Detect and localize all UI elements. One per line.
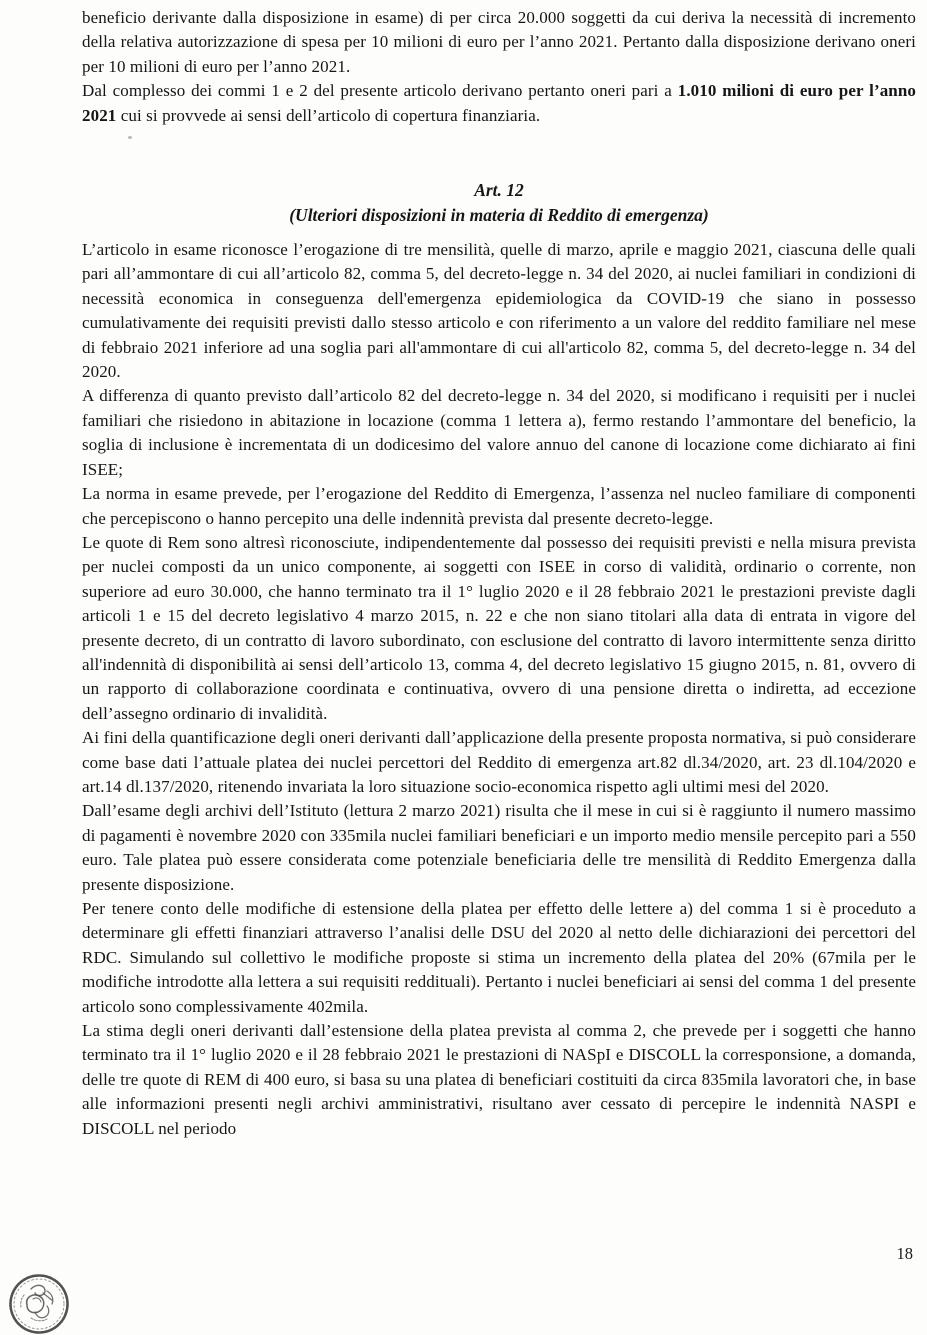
intro-paragraph-totale-post: cui si provvede ai sensi dell’articolo di copertura finanziaria. <box>116 105 541 125</box>
body-paragraph-assenza-indennita: La norma in esame prevede, per l’erogazione del Reddito di Emergenza, l’assenza nel nucleo familiare di componenti che percepiscono o hanno percepito una delle indennità prevista dal presente decreto-legge. <box>82 484 916 528</box>
text-column <box>82 6 916 1141</box>
intro-paragraph-totale-oneri <box>82 79 916 128</box>
scan-artifact-speck <box>128 136 132 139</box>
article-title: (Ulteriori disposizioni in materia di Reddito di emergenza) <box>289 205 709 226</box>
embossed-round-seal-stamp <box>7 1271 71 1335</box>
body-paragraph-quote-rem: Le quote di Rem sono altresì riconosciute, indipendentemente dal possesso dei requisiti previsti e nella misura prevista per nuclei composti da un unico componente, ai soggetti con ISEE in corso di validità, ordinario o corrente, non superiore ad euro 30.000, che hanno terminato tra il 1° luglio 2020 e il 28 febbraio 2021 le prestazioni previste dagli articoli 1 e 15 del decreto legislativo 4 marzo 2015, n. 22 e che non siano titolari alla data di entrata in vigore del presente decreto, di un contratto di lavoro subordinato, con esclusione del contratto di lavoro intermittente senza diritto all'indennità di disponibilità ai sensi dell’articolo 13, comma 4, del decreto legislativo 15 giugno 2015, n. 81, ovvero di un rapporto di collaborazione coordinata e continuativa, ovvero di una pensione diretta o indiretta, ad eccezione dell’assegno ordinario di invalidità. <box>82 532 916 723</box>
body-paragraph-requisiti-locazione: A differenza di quanto previsto dall’articolo 82 del decreto-legge n. 34 del 2020, si modificano i requisiti per i nuclei familiari che risiedono in abitazione in locazione (comma 1 lettera a), fermo restando l’ammontare del beneficio, la soglia di inclusione è incrementata di un dodicesimo del valore annuo del canone di locazione come dichiarato ai fini ISEE; <box>82 386 916 479</box>
article-number: Art. 12 <box>474 180 524 201</box>
body-paragraph-erogazione-mensilita: L’articolo in esame riconosce l’erogazione di tre mensilità, quelle di marzo, aprile e maggio 2021, ciascuna delle quali pari all’ammontare di cui all’articolo 82, comma 5, del decreto-legge n. 34 del 2020, ai nuclei familiari in condizioni di necessità economica in conseguenza dell'emergenza epidemiologica da COVID-19 che siano in possesso cumulativamente dei requisiti previsti dallo stesso articolo e con riferimento a un valore del reddito familiare nel mese di febbraio 2021 inferiore ad una soglia pari all'ammontare di cui all'articolo 82, comma 5, del decreto-legge n. 34 del 2020. <box>82 240 916 382</box>
intro-paragraph-totale-bold-amount: 1.010 milioni di euro per l’anno 2021 <box>82 81 917 125</box>
page-number: 18 <box>896 1244 913 1263</box>
body-paragraph-stima-oneri-comma2: La stima degli oneri derivanti dall’estensione della platea prevista al comma 2, che prevede per i soggetti che hanno terminato tra il 1° luglio 2020 e il 28 febbraio 2021 le prestazioni di NASpI e DISCOLL la corresponsione, a domanda, delle tre quote di REM di 400 euro, si basa su una platea di beneficiari costituiti da circa 835mila lavoratori che, in base alle informazioni presenti negli archivi amministrativi, risultano aver cessato di percepire le indennità NASPI e DISCOLL nel periodo <box>82 1021 916 1138</box>
intro-paragraph-totale-pre: Dal complesso dei commi 1 e 2 del presente articolo derivano pertanto oneri pari a <box>82 81 678 101</box>
body-paragraph-archivi-istituto: Dall’esame degli archivi dell’Istituto (lettura 2 marzo 2021) risulta che il mese in cui si è raggiunto il numero massimo di pagamenti è novembre 2020 con 335mila nuclei familiari beneficiari e un importo medio mensile percepito pari a 550 euro. Tale platea può essere considerata come potenziale beneficiaria delle tre mensilità di Reddito Emergenza dalla presente disposizione. <box>82 801 916 894</box>
intro-paragraph-oneri: beneficio derivante dalla disposizione in esame) di per circa 20.000 soggetti da cui deriva la necessità di incremento della relativa autorizzazione di spesa per 10 milioni di euro per l’anno 2021. Pertanto dalla disposizione derivano oneri per 10 milioni di euro per l’anno 2021. <box>82 8 916 76</box>
body-paragraph-estensione-platea: Per tenere conto delle modifiche di estensione della platea per effetto delle lettere a) del comma 1 si è proceduto a determinare gli effetti finanziari attraverso l’analisi delle DSU del 2020 al netto delle dichiarazioni dei percettori del RDC. Simulando sul collettivo le modifiche proposte si stima un incremento della platea del 20% (67mila per le modifiche introdotte alla lettera a sui requisiti reddituali). Pertanto i nuclei beneficiari ai sensi del comma 1 del presente articolo sono complessivamente 402mila. <box>82 899 916 1016</box>
body-paragraph-quantificazione-oneri: Ai fini della quantificazione degli oneri derivanti dall’applicazione della presente proposta normativa, si può considerare come base dati l’attuale platea dei nuclei percettori del Reddito di emergenza art.82 dl.34/2020, art. 23 dl.104/2020 e art.14 dl.137/2020, ritenendo invariata la loro situazione socio-economica rispetto agli ultimi mesi del 2020. <box>82 728 916 796</box>
article-heading <box>82 178 916 228</box>
